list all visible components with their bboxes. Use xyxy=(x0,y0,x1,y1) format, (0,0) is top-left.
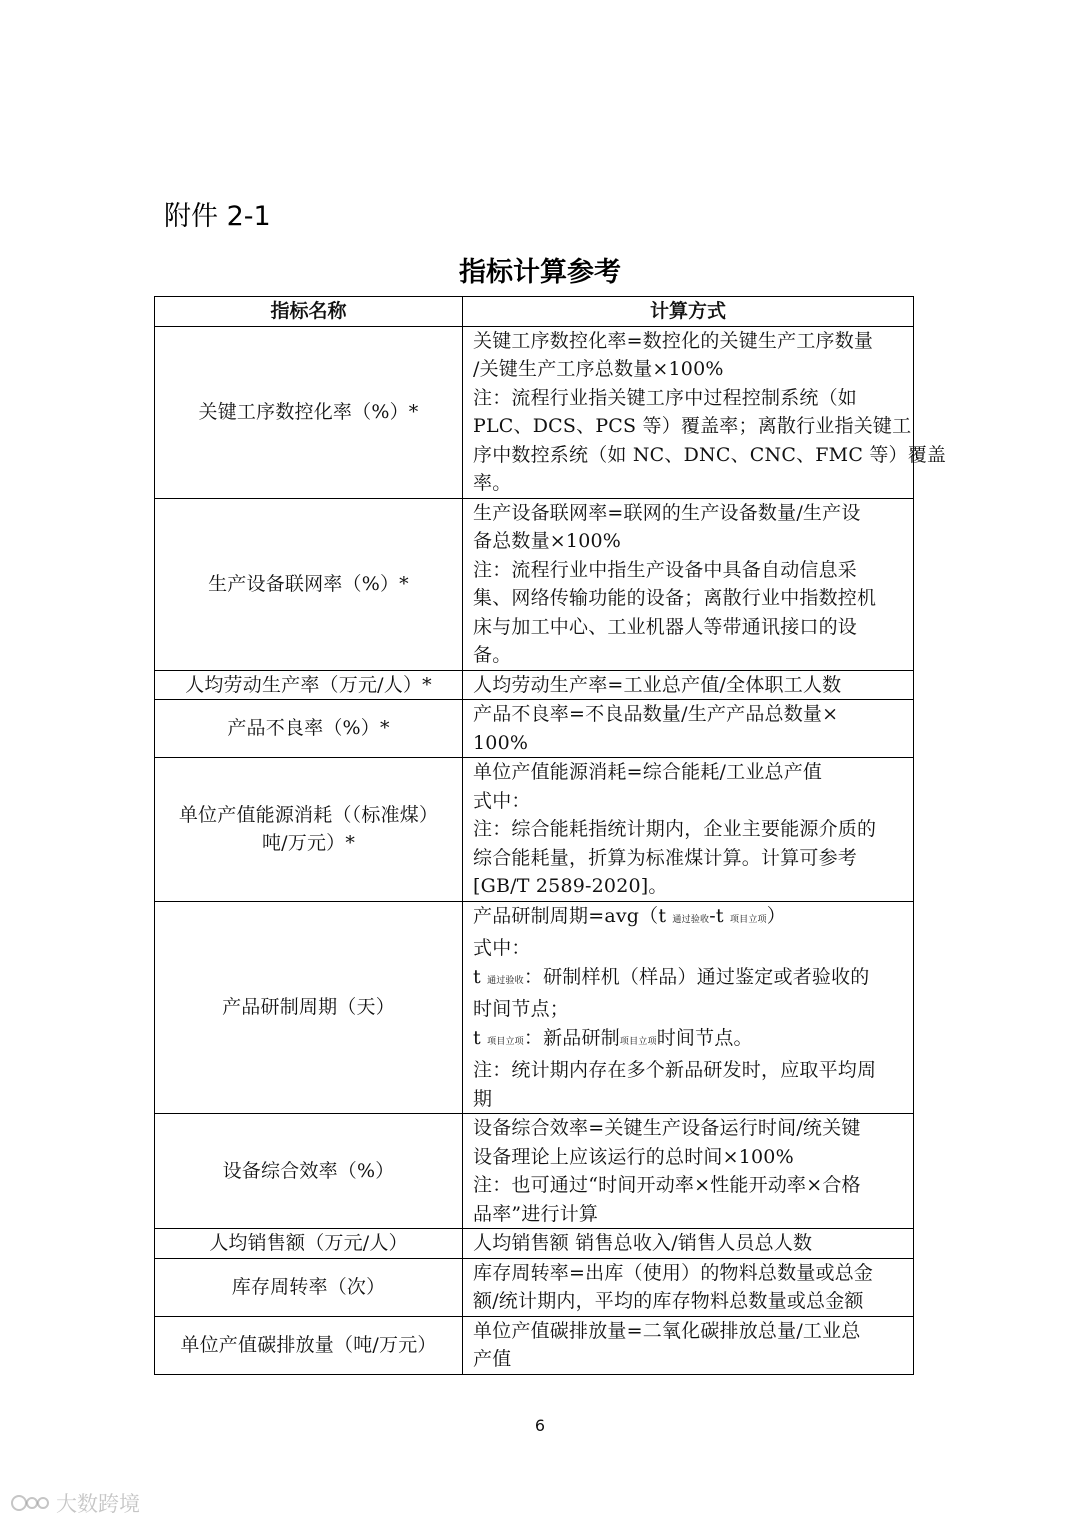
table-row xyxy=(155,700,914,758)
calculation-method-line: 期 xyxy=(473,1087,493,1110)
indicator-name: 单位产值能源消耗（（标准煤） xyxy=(178,803,439,826)
calculation-method-cell xyxy=(463,1114,914,1229)
indicator-name: 单位产值碳排放量（吨/万元） xyxy=(180,1333,437,1356)
calculation-method-line: t 项目立项：新品研制项目立项时间节点。 xyxy=(473,1026,753,1049)
calculation-method-line: 库存周转率=出库（使用）的物料总数量或总金 xyxy=(473,1261,874,1284)
calculation-method-line: 集、网络传输功能的设备；离散行业中指数控机 xyxy=(473,587,877,609)
indicator-name: 生产设备联网率（%）* xyxy=(208,572,409,595)
calculation-method-line: 100% xyxy=(473,731,529,754)
table-row xyxy=(155,758,914,902)
calculation-method-line: 注：流程行业中指生产设备中具备自动信息采 xyxy=(473,558,858,581)
calculation-method-line: 人均劳动生产率=工业总产值/全体职工人数 xyxy=(473,673,842,696)
calculation-method-line: 生产设备联网率=联网的生产设备数量/生产设 xyxy=(473,501,861,524)
calculation-method-line: 品率”进行计算 xyxy=(473,1202,599,1225)
table-row xyxy=(155,901,914,1114)
indicator-name-cell xyxy=(155,1258,463,1316)
indicator-name-cell xyxy=(155,758,463,902)
indicator-name-cell xyxy=(155,901,463,1114)
calculation-method-cell xyxy=(463,901,914,1114)
calculation-method-line: 单位产值碳排放量=二氧化碳排放总量/工业总 xyxy=(473,1319,861,1342)
calculation-method-line: 式中： xyxy=(473,937,531,959)
annex-label: 附件 2-1 xyxy=(164,201,271,232)
calculation-method-line: 注：也可通过“时间开动率×性能开动率×合格 xyxy=(473,1174,861,1196)
indicator-name: 库存周转率（次） xyxy=(231,1275,386,1298)
calculation-method-line: PLC、DCS、PCS 等）覆盖率；离散行业指关键工 xyxy=(473,415,912,437)
table-row xyxy=(155,1316,914,1374)
indicator-name-cell xyxy=(155,498,463,670)
header-indicator-name: 指标名称 xyxy=(155,297,463,327)
indicator-name-cell xyxy=(155,1229,463,1259)
calculation-method-line: 床与加工中心、工业机器人等带通讯接口的设 xyxy=(473,615,858,638)
calculation-method-line: 产品研制周期=avg（t 通过验收-t 项目立项） xyxy=(473,904,786,927)
indicator-name: 关键工序数控化率（%）* xyxy=(198,400,419,423)
calculation-method-cell xyxy=(463,1316,914,1374)
watermark-text: 大数跨境 xyxy=(56,1492,140,1516)
table-row xyxy=(155,1229,914,1259)
calculation-method-cell xyxy=(463,1258,914,1316)
indicator-name: 产品不良率（%）* xyxy=(227,717,390,740)
indicator-name-cell xyxy=(155,326,463,498)
table-row xyxy=(155,326,914,498)
calculation-method-line: /关键生产工序总数量×100% xyxy=(473,358,724,380)
indicator-name-cell xyxy=(155,1114,463,1229)
indicator-name: 人均劳动生产率（万元/人）* xyxy=(185,673,432,696)
watermark xyxy=(10,1488,140,1518)
calculation-method-line: 人均销售额 销售总收入/销售人员总人数 xyxy=(473,1232,813,1254)
calculation-method-line: 综合能耗量，折算为标准煤计算。计算可参考 xyxy=(473,846,858,869)
calculation-method-line: 时间节点； xyxy=(473,998,570,1020)
calculation-method-line: 单位产值能源消耗=综合能耗/工业总产值 xyxy=(473,761,823,783)
calculation-method-line: 关键工序数控化率=数控化的关键生产工序数量 xyxy=(473,329,874,352)
calculation-method-cell xyxy=(463,758,914,902)
calculation-method-line: 注：统计期内存在多个新品研发时，应取平均周 xyxy=(473,1059,877,1081)
calculation-method-line: 注：流程行业指关键工序中过程控制系统（如 xyxy=(473,386,858,409)
indicator-name: 设备综合效率（%） xyxy=(222,1159,395,1182)
indicator-name-cell xyxy=(155,700,463,758)
calculation-method-line: 设备理论上应该运行的总时间×100% xyxy=(473,1145,794,1168)
table-row xyxy=(155,1114,914,1229)
indicator-table xyxy=(154,296,947,1375)
table-row xyxy=(155,1258,914,1316)
calculation-method-line: [GB/T 2589-2020]。 xyxy=(473,875,668,897)
page-number: 6 xyxy=(534,1416,546,1435)
indicator-name: 吨/万元）* xyxy=(261,832,356,855)
calculation-method-line: t 通过验收：研制样机（样品）通过鉴定或者验收的 xyxy=(473,965,870,988)
calculation-method-cell xyxy=(463,700,914,758)
table-row xyxy=(155,670,914,700)
indicator-name: 产品研制周期（天） xyxy=(222,996,395,1018)
calculation-method-line: 注：综合能耗指统计期内，企业主要能源介质的 xyxy=(473,818,877,840)
calculation-method-line: 备。 xyxy=(473,644,512,666)
calculation-method-line: 式中： xyxy=(473,789,531,812)
calculation-method-cell xyxy=(463,326,947,498)
calculation-method-line: 率。 xyxy=(473,472,512,494)
calculation-method-line: 产品不良率=不良品数量/生产产品总数量× xyxy=(473,703,839,725)
table-header-row xyxy=(155,297,914,327)
calculation-method-line: 备总数量×100% xyxy=(473,530,622,552)
table-row xyxy=(155,498,914,670)
calculation-method-line: 设备综合效率=关键生产设备运行时间/统关键 xyxy=(473,1117,861,1139)
indicator-name-cell xyxy=(155,670,463,700)
calculation-method-cell xyxy=(463,670,914,700)
watermark-logo-icon xyxy=(10,1492,50,1514)
calculation-method-line: 产值 xyxy=(473,1348,512,1370)
calculation-method-line: 序中数控系统（如 NC、DNC、CNC、FMC 等）覆盖 xyxy=(473,443,947,466)
header-calculation-method: 计算方式 xyxy=(463,297,914,327)
calculation-method-cell xyxy=(463,498,914,670)
calculation-method-line: 额/统计期内，平均的库存物料总数量或总金额 xyxy=(473,1290,864,1312)
document-title: 指标计算参考 xyxy=(459,257,621,288)
indicator-name: 人均销售额（万元/人） xyxy=(209,1232,408,1254)
calculation-method-cell xyxy=(463,1229,914,1259)
indicator-name-cell xyxy=(155,1316,463,1374)
